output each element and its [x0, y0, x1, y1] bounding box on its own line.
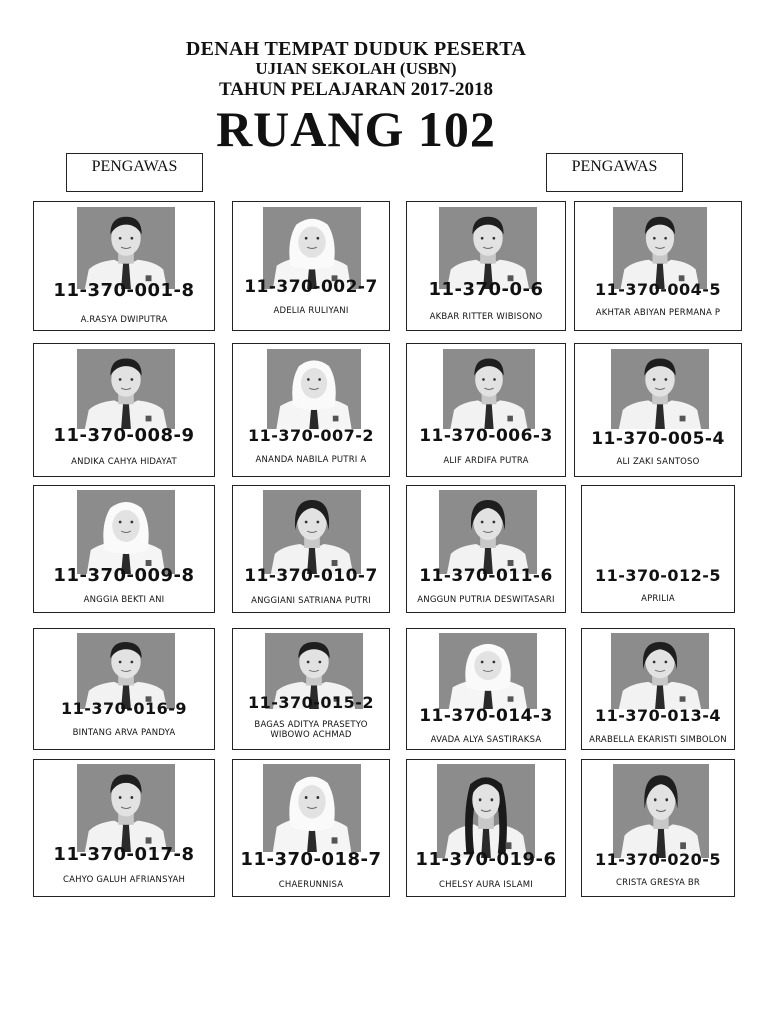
student-number: 11-370-018-7: [240, 849, 382, 870]
student-number: 11-370-008-9: [53, 425, 195, 446]
student-photo: [613, 207, 707, 289]
student-name: CHAERUNNISA: [278, 880, 344, 890]
seat-card: [33, 485, 215, 613]
student-number: 11-370-007-2: [247, 426, 375, 445]
title-line-1: DENAH TEMPAT DUDUK PESERTA: [185, 38, 527, 60]
student-number: 11-370-009-8: [53, 565, 195, 586]
student-number: 11-370-0-6: [428, 279, 544, 300]
student-photo: [267, 349, 361, 429]
student-photo: [263, 764, 361, 852]
seat-card: [406, 485, 566, 613]
student-number: 11-370-020-5: [594, 850, 722, 869]
student-number: 11-370-006-3: [419, 425, 553, 446]
student-number: 11-370-012-5: [594, 566, 722, 585]
title-line-2: UJIAN SEKOLAH (USBN): [255, 59, 457, 78]
student-number: 11-370-005-4: [591, 428, 725, 449]
student-number: 11-370-017-8: [53, 844, 195, 865]
seat-card: [406, 201, 566, 331]
student-name: ANGGIANI SATRIANA PUTRI: [251, 596, 371, 606]
seat-card: [581, 485, 735, 613]
seat-card: [406, 343, 566, 477]
student-number: 11-370-001-8: [53, 280, 195, 301]
student-photo: [613, 764, 709, 858]
student-name: ARABELLA EKARISTI SIMBOLON: [589, 735, 727, 745]
seat-card: [581, 628, 735, 750]
seat-card: [574, 343, 742, 477]
student-name: AVADA ALYA SASTIRAKSA: [430, 735, 542, 745]
seat-card: [232, 201, 390, 331]
student-number: 11-370-004-5: [594, 280, 722, 299]
student-number: 11-370-011-6: [419, 565, 553, 586]
seat-card: [33, 343, 215, 477]
title-line-3: TAHUN PELAJARAN 2017-2018: [218, 79, 494, 100]
seat-card: [33, 759, 215, 897]
student-number: 11-370-019-6: [415, 849, 557, 870]
student-number: 11-370-002-7: [244, 276, 378, 297]
student-photo: [77, 633, 175, 709]
seat-card: [581, 759, 735, 897]
student-photo: [611, 349, 709, 429]
student-number: 11-370-016-9: [60, 699, 188, 718]
student-name: ADELIA RULIYANI: [273, 306, 349, 316]
student-name: ALI ZAKI SANTOSO: [616, 457, 700, 467]
student-photo: [439, 207, 537, 289]
student-photo: [77, 764, 175, 852]
student-number: 11-370-013-4: [594, 706, 722, 725]
student-photo: [439, 490, 537, 574]
room-title: RUANG 102: [216, 101, 496, 157]
student-name: APRILIA: [641, 594, 675, 604]
student-name: ANDIKA CAHYA HIDAYAT: [71, 457, 177, 467]
student-name: CRISTA GRESYA BR: [615, 878, 701, 888]
student-name: BAGAS ADITYA PRASETYO WIBOWO ACHMAD: [254, 720, 368, 740]
student-name: BINTANG ARVA PANDYA: [72, 728, 176, 738]
supervisor-box-right: PENGAWAS: [546, 153, 683, 192]
student-name: AKHTAR ABIYAN PERMANA P: [595, 308, 721, 318]
student-photo: [439, 633, 537, 709]
student-number: 11-370-010-7: [244, 565, 378, 586]
seat-card: [406, 628, 566, 750]
student-photo: [263, 490, 361, 574]
student-name: ANGGUN PUTRIA DESWITASARI: [417, 595, 555, 605]
student-photo: [77, 490, 175, 574]
student-name: ANANDA NABILA PUTRI A: [255, 455, 367, 465]
student-photo: [437, 764, 535, 858]
student-photo: [443, 349, 535, 429]
seat-card: [232, 485, 390, 613]
seat-card: [33, 628, 215, 750]
student-name: AKBAR RITTER WIBISONO: [429, 312, 543, 322]
seat-card: [574, 201, 742, 331]
seat-card: [232, 343, 390, 477]
student-name: A.RASYA DWIPUTRA: [80, 315, 168, 325]
seat-card: [232, 628, 390, 750]
student-photo: [77, 207, 175, 289]
student-number: 11-370-014-3: [419, 705, 553, 726]
seat-card: [33, 201, 215, 331]
student-name: ANGGIA BEKTI ANI: [83, 595, 165, 605]
student-photo: [611, 633, 709, 709]
supervisor-box-left: PENGAWAS: [66, 153, 203, 192]
student-photo: [77, 349, 175, 429]
seat-card: [406, 759, 566, 897]
seat-card: [232, 759, 390, 897]
student-name: CHELSY AURA ISLAMI: [439, 880, 533, 890]
student-name: ALIF ARDIFA PUTRA: [443, 456, 529, 466]
student-number: 11-370-015-2: [247, 693, 375, 712]
student-name: CAHYO GALUH AFRIANSYAH: [62, 875, 186, 885]
